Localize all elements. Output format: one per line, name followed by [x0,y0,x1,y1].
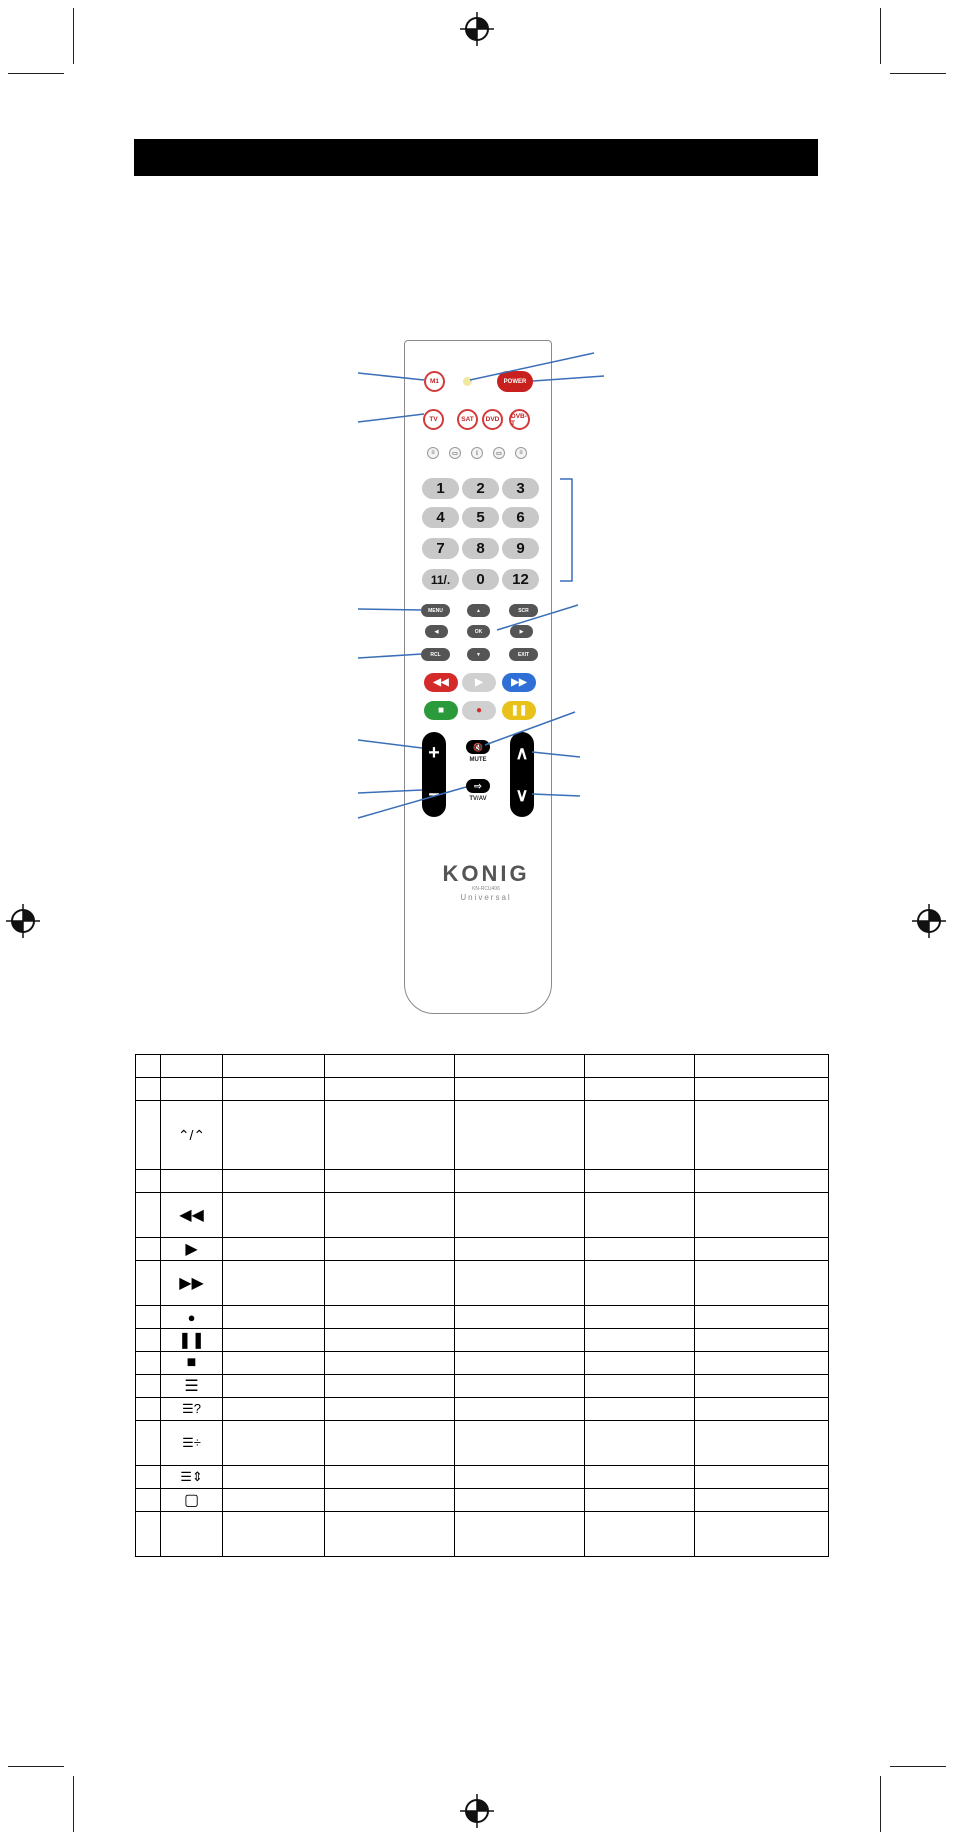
table-row [136,1512,829,1557]
pause-button[interactable]: ❚❚ [502,701,536,720]
record-button[interactable]: ● [462,701,496,720]
subpage-icon: ☰÷ [161,1421,223,1466]
function-table [135,1054,829,1557]
down-button[interactable]: ▼ [467,648,490,661]
channel-up-label: ∧ [515,742,529,763]
number-key[interactable]: 5 [462,507,499,528]
left-button[interactable]: ◀ [425,625,448,638]
table-row [136,1398,829,1421]
m1-button[interactable]: M1 [424,371,445,392]
number-key[interactable]: 7 [422,538,459,559]
record-icon: ● [161,1306,223,1329]
model-number: KN-RCU406 [472,886,500,892]
teletext-button[interactable]: ▭ [449,447,461,459]
number-key[interactable]: 2 [462,478,499,499]
crop-mark [8,1766,64,1767]
table-row [136,1466,829,1489]
number-key[interactable]: 3 [502,478,539,499]
up-button[interactable]: ▲ [467,604,490,617]
table-row [136,1101,829,1170]
rewind-button[interactable]: ◀◀ [424,673,458,692]
size-icon: ☰⇕ [161,1466,223,1489]
number-key[interactable]: 6 [502,507,539,528]
table-row [136,1193,829,1238]
power-button[interactable]: POWER [497,371,533,392]
rewind-icon: ◀◀ [161,1193,223,1238]
pause-icon: ❚❚ [161,1329,223,1352]
right-button[interactable]: ▶ [510,625,533,638]
table-row [136,1261,829,1306]
teletext-icon: ☰ [161,1375,223,1398]
volume-plus-label: + [428,741,440,764]
table-row [136,1306,829,1329]
table-row [136,1078,829,1101]
scr-button[interactable]: SCR [509,604,538,617]
stop-icon: ■ [161,1352,223,1375]
sat-button[interactable]: SAT [457,409,478,430]
menu-button[interactable]: MENU [421,604,450,617]
stop-button[interactable]: ■ [424,701,458,720]
crop-mark [880,1776,881,1832]
registration-mark-icon [460,1794,494,1828]
number-key[interactable]: 4 [422,507,459,528]
number-key[interactable]: 1 [422,478,459,499]
number-key[interactable]: 12 [502,569,539,590]
fast-forward-icon: ▶▶ [161,1261,223,1306]
reveal-icon: ☰? [161,1398,223,1421]
dvd-button[interactable]: DVD [482,409,503,430]
number-key[interactable]: 0 [462,569,499,590]
number-key[interactable]: 9 [502,538,539,559]
table-row [136,1489,829,1512]
tv-button[interactable]: TV [423,409,444,430]
dvbt-button[interactable]: DVB-T [509,409,530,430]
mute-label: MUTE [469,757,487,763]
teletext-button[interactable]: ≡ [515,447,527,459]
table-row [136,1352,829,1375]
mute-button[interactable]: 🔇 [466,740,490,754]
teletext-button[interactable]: ⅰ [471,447,483,459]
volume-minus-label: − [428,784,440,807]
exit-button[interactable]: EXIT [509,648,538,661]
crop-mark [73,1776,74,1832]
mix-icon: ▢ [161,1489,223,1512]
teletext-button[interactable]: ≡ [427,447,439,459]
table-row [136,1375,829,1398]
recall-button[interactable]: RCL [421,648,450,661]
number-key[interactable]: 8 [462,538,499,559]
channel-down-label: ∨ [515,785,529,806]
play-icon: ▶ [161,1238,223,1261]
tvav-label: TV/AV [469,796,487,802]
table-row [136,1329,829,1352]
teletext-button[interactable]: ▭ [493,447,505,459]
number-key[interactable]: 11/. [422,569,459,590]
ok-button[interactable]: OK [467,625,490,638]
crop-mark [890,1766,946,1767]
brand-tagline: Universal [460,893,512,902]
play-button[interactable]: ▶ [462,673,496,692]
channel-up-down-icon: ⌃/⌃ [161,1101,223,1170]
table-row [136,1170,829,1193]
fast-forward-button[interactable]: ▶▶ [502,673,536,692]
tvav-button[interactable]: ⇨ [466,779,490,793]
brand-logo: KONIG [442,861,530,886]
table-row [136,1421,829,1466]
table-row [136,1238,829,1261]
table-row [136,1055,829,1078]
